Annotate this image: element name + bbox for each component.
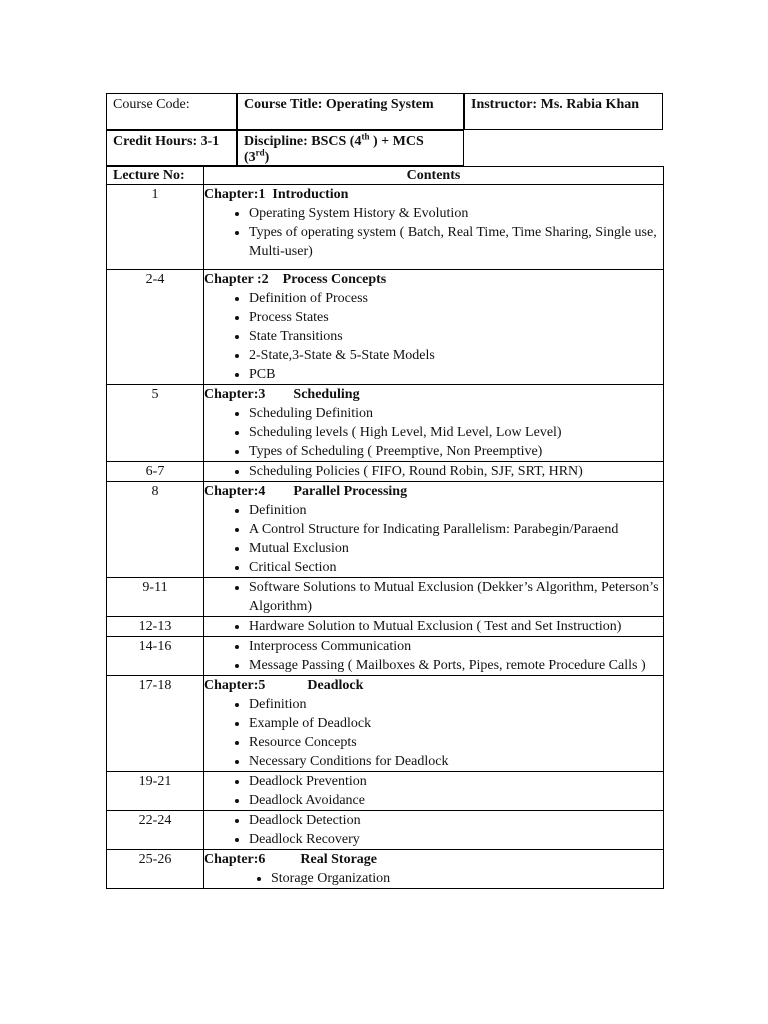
discipline-text-3: (3 <box>244 150 256 165</box>
credit-hours-value: 3-1 <box>200 134 220 149</box>
topic-item: • Definition <box>249 501 663 520</box>
lecture-contents <box>204 185 664 270</box>
table-row <box>107 772 664 811</box>
chapter-heading: Chapter:1 Introduction <box>204 187 349 202</box>
course-title-value: Operating System <box>325 97 434 112</box>
course-title-label: Course Title: <box>244 97 323 112</box>
table-body <box>107 185 664 889</box>
topic-item: • Interprocess Communication <box>249 637 663 656</box>
chapter-heading: Chapter:4 Parallel Processing <box>204 484 408 499</box>
topic-list <box>204 617 663 636</box>
topic-item: • Types of operating system ( Batch, Real Time, Time Sharing, Single use, Multi-user) <box>249 223 663 261</box>
lecture-number: 5 <box>107 385 204 462</box>
credit-hours-cell <box>106 130 237 166</box>
instructor-value: Ms. Rabia Khan <box>540 97 640 112</box>
table-row <box>107 482 664 578</box>
topic-item: • Mutual Exclusion <box>249 539 663 558</box>
topic-item: • State Transitions <box>249 327 663 346</box>
table-row <box>107 385 664 462</box>
topic-item: • Scheduling Policies ( FIFO, Round Robin, SJF, SRT, HRN) <box>249 462 663 481</box>
lecture-contents <box>204 482 664 578</box>
topic-list <box>204 578 663 616</box>
contents-header: Contents <box>204 167 664 185</box>
topic-item: • Example of Deadlock <box>249 714 663 733</box>
topic-item: • Deadlock Detection <box>249 811 663 830</box>
topic-item: • Types of Scheduling ( Preemptive, Non Preemptive) <box>249 442 663 461</box>
lecture-no-header: Lecture No: <box>107 167 204 185</box>
discipline-sup-1: th <box>361 131 370 142</box>
discipline-text-2: ) + MCS <box>369 134 424 149</box>
lecture-number: 8 <box>107 482 204 578</box>
chapter-heading: Chapter:5 Deadlock <box>204 678 364 693</box>
course-code-label: Course Code: <box>113 97 190 112</box>
table-row <box>107 462 664 482</box>
topic-list <box>204 869 663 888</box>
lecture-number: 14-16 <box>107 637 204 676</box>
topic-list <box>204 204 663 261</box>
lecture-table <box>106 166 664 889</box>
lecture-number: 19-21 <box>107 772 204 811</box>
topic-item: • Definition of Process <box>249 289 663 308</box>
table-row <box>107 617 664 637</box>
lecture-number: 2-4 <box>107 270 204 385</box>
discipline-sup-2: rd <box>255 147 265 158</box>
table-row <box>107 676 664 772</box>
topic-list <box>204 637 663 675</box>
lecture-number: 25-26 <box>107 850 204 889</box>
topic-list <box>204 811 663 849</box>
topic-item: • Scheduling Definition <box>249 404 663 423</box>
table-row <box>107 637 664 676</box>
lecture-number: 6-7 <box>107 462 204 482</box>
instructor-cell <box>464 93 663 130</box>
topic-item: • Software Solutions to Mutual Exclusion (Dekker’s Algorithm, Peterson’s Algorithm) <box>249 578 663 616</box>
topic-item: • Deadlock Prevention <box>249 772 663 791</box>
topic-item: • Process States <box>249 308 663 327</box>
table-row <box>107 270 664 385</box>
chapter-heading: Chapter:6 Real Storage <box>204 852 378 867</box>
table-row <box>107 811 664 850</box>
topic-item: • Resource Concepts <box>249 733 663 752</box>
topic-item: • A Control Structure for Indicating Parallelism: Parabegin/Paraend <box>249 520 663 539</box>
topic-list <box>204 772 663 810</box>
topic-item: • Definition <box>249 695 663 714</box>
lecture-contents <box>204 385 664 462</box>
topic-item: • Deadlock Recovery <box>249 830 663 849</box>
topic-list <box>204 462 663 481</box>
lecture-contents <box>204 270 664 385</box>
instructor-label: Instructor: <box>471 97 538 112</box>
lecture-contents <box>204 637 664 676</box>
topic-item: • Necessary Conditions for Deadlock <box>249 752 663 771</box>
topic-item: • Hardware Solution to Mutual Exclusion ( Test and Set Instruction) <box>249 617 663 636</box>
credit-hours-label: Credit Hours: <box>113 134 198 149</box>
course-code-cell <box>106 93 237 130</box>
lecture-contents <box>204 850 664 889</box>
topic-item: • 2-State,3-State & 5-State Models <box>249 346 663 365</box>
lecture-number: 1 <box>107 185 204 270</box>
lecture-contents <box>204 676 664 772</box>
discipline-cell <box>237 130 464 166</box>
lecture-contents <box>204 772 664 811</box>
course-title-cell <box>237 93 464 130</box>
lecture-number: 17-18 <box>107 676 204 772</box>
table-row <box>107 185 664 270</box>
topic-list <box>204 501 663 577</box>
topic-list <box>204 404 663 461</box>
lecture-contents <box>204 462 664 482</box>
discipline-label: Discipline: <box>244 134 308 149</box>
topic-item: • Storage Organization <box>271 869 663 888</box>
table-header-row <box>107 167 664 185</box>
table-row <box>107 578 664 617</box>
lecture-contents <box>204 578 664 617</box>
lecture-number: 9-11 <box>107 578 204 617</box>
table-row <box>107 850 664 889</box>
lecture-number: 22-24 <box>107 811 204 850</box>
chapter-heading: Chapter:3 Scheduling <box>204 387 360 402</box>
discipline-text-4: ) <box>264 150 270 165</box>
topic-item: • Deadlock Avoidance <box>249 791 663 810</box>
topic-list <box>204 289 663 384</box>
lecture-contents <box>204 811 664 850</box>
topic-item: • PCB <box>249 365 663 384</box>
lecture-contents <box>204 617 664 637</box>
discipline-text-1: BSCS (4 <box>311 134 362 149</box>
topic-list <box>204 695 663 771</box>
topic-item: • Operating System History & Evolution <box>249 204 663 223</box>
topic-item: • Scheduling levels ( High Level, Mid Level, Low Level) <box>249 423 663 442</box>
chapter-heading: Chapter :2 Process Concepts <box>204 272 387 287</box>
topic-item: • Message Passing ( Mailboxes & Ports, Pipes, remote Procedure Calls ) <box>249 656 663 675</box>
lecture-number: 12-13 <box>107 617 204 637</box>
topic-item: • Critical Section <box>249 558 663 577</box>
